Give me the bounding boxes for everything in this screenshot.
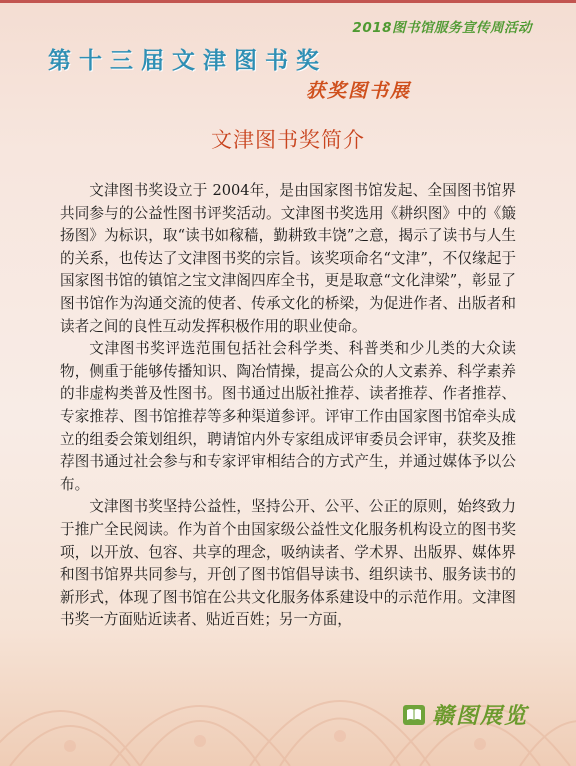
page-title: 文津图书奖简介 <box>211 128 365 152</box>
logo <box>402 699 528 730</box>
exhibition-title: 获奖图书展 <box>306 80 412 102</box>
paragraph: 文津图书奖坚持公益性，坚持公开、公平、公正的原则，始终致力于推广全民阅读。作为首个由国家级公益性文化服务机构设立的图书奖项，以开放、包容、共享的理念，吸纳读者、学术界、出版界、媒体界和图书馆界共同参与，开创了图书馆倡导读书、组织读书、服务读书的新形式，体现了图书馆在公共文化服务体系建设中的示范作用。文津图书奖一方面贴近读者、贴近百姓；另一方面， <box>60 498 516 629</box>
book-logo-icon <box>402 704 426 726</box>
decorative-pattern-band <box>0 616 576 766</box>
award-title: 第十三届文津图书奖 <box>48 47 327 74</box>
logo-text: 赣图展览 <box>431 703 528 729</box>
paragraph: 文津图书奖设立于 2004年，是由国家图书馆发起、全国图书馆界共同参与的公益性图书评奖活动。文津图书奖选用《耕织图》中的《簸扬图》为标识，取“读书如稼穑，勤耕致丰饶”之意，揭示了读书与人生的关系，也传达了文津图书奖的宗旨。该奖项命名“文津”，不仅缘起于国家图书馆的镇馆之宝文津阁四库全书，更是取意“文化津梁”，彰显了图书馆作为沟通交流的使者、传承文化的桥梁，为促进作者、出版者和读者之间的良性互动发挥积极作用的职业使命。 <box>60 182 517 335</box>
paragraph: 文津图书奖评选范围包括社会科学类、科普类和少儿类的大众读物，侧重于能够传播知识、陶冶情操，提高公众的人文素养、科学素养的非虚构类普及性图书。图书通过出版社推荐、读者推荐、作者推荐、专家推荐、图书馆推荐等多种渠道参评。评审工作由国家图书馆牵头成立的组委会策划组织，聘请馆内外专家组成评审委员会评审，获奖及推荐图书通过社会参与和专家评审相结合的方式产生，并通过媒体予以公布。 <box>60 340 516 493</box>
top-rule <box>0 0 576 3</box>
article-body <box>60 180 516 632</box>
event-label: 2018图书馆服务宣传周活动 <box>352 20 532 36</box>
